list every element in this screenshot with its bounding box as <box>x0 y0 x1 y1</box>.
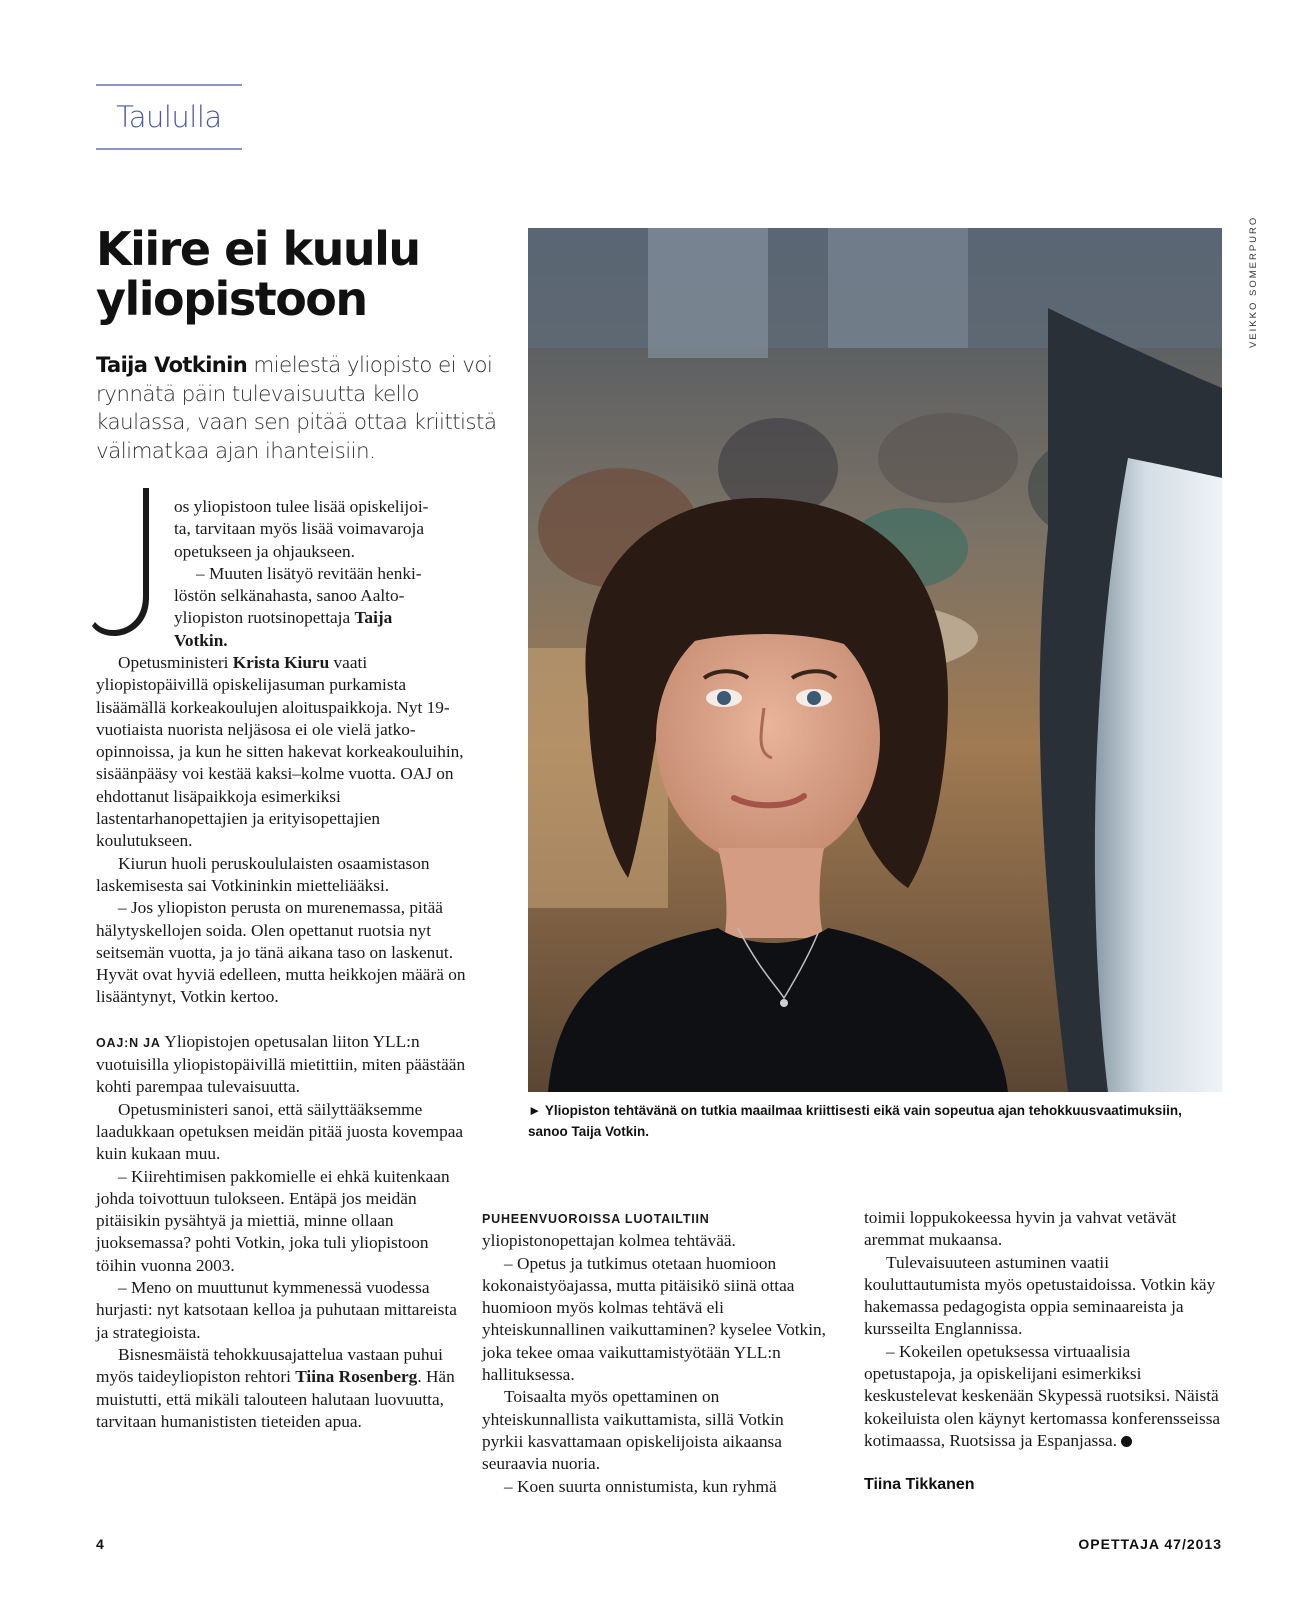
magazine-issue: OPETTAJA 47/2013 <box>1078 1536 1222 1552</box>
body-paragraph: – Kiirehtimisen pakkomielle ei ehkä kuitenkaan johda toivottuun tulokseen. Entäpä jos meidän pitäisikin pysähtyä ja miettiä, minne ollaan juoksemassa? pohti Votkin, joka tuli yliopistoon töihin vuonna 2003. <box>96 1166 450 1275</box>
author-signature: Tiina Tikkanen <box>864 1476 975 1493</box>
end-mark-icon <box>1121 1436 1132 1447</box>
body-text: Opetusministeri <box>118 653 233 672</box>
body-paragraph: Opetusministeri sanoi, että säilyttääksemme laadukkaan opetuksen meidän pitää juosta kovempaa kuin kukaan muu. <box>96 1099 464 1164</box>
body-text: yliopistonopettajan kolmea tehtävää. <box>482 1231 736 1251</box>
lead-name: Taija Votkinin <box>96 353 248 377</box>
person-name: Tiina Rosenberg <box>295 1367 418 1387</box>
body-paragraph: – Jos yliopiston perusta on murenemassa, pitää hälytyskellojen soida. Olen opettanut ruotsia nyt seitsemän vuotta, ja jo tänä aikana taso on laskenut. Hyvät ovat hyviä edelleen, mutta heikkojen määrä on lisääntynyt, Votkin kertoo. <box>96 898 466 1007</box>
article-column-1 <box>96 652 468 1433</box>
intro-line: os yliopistoon tulee lisää opiskelijoi- <box>174 497 429 516</box>
body-paragraph: Toisaalta myös opettaminen on yhteiskunnallista vaikuttamista, sillä Votkin pyrkii kasvattamaan opiskelijoista aikaansa seuraavia nuoria. <box>482 1387 784 1474</box>
section-tag <box>96 84 242 150</box>
body-paragraph: – Meno on muuttunut kymmenessä vuodessa hurjasti: nyt katsotaan kelloa ja puhutaan mittareista ja strategioista. <box>96 1278 457 1342</box>
lead-text: mielestä yliopisto ei voi rynnätä päin tulevaisuutta kello kaulassa, vaan sen pitää ottaa kriittistä välimatkaa ajan ihanteisiin. <box>96 353 497 464</box>
quote-line: – Muuten lisätyö revitään henki- <box>196 563 422 583</box>
body-text: Bisnesmäistä tehokkuusajattelua vastaan puhui myös taideyliopiston rehtori <box>96 1344 443 1387</box>
person-name: Votkin. <box>174 630 228 650</box>
photo-credit-text: VEIKKO SOMERPURO <box>1248 215 1259 348</box>
photo-illustration <box>528 228 1222 1092</box>
article-column-1-intro <box>174 496 464 652</box>
body-text: Yliopistojen opetusalan liiton YLL:n vuotuisilla yliopistopäivillä mietittiin, miten päästään kohti parempaa tulevaisuutta. <box>96 1031 466 1097</box>
section-label: Taululla <box>116 100 222 134</box>
body-paragraph <box>96 1344 468 1433</box>
quote-line <box>174 607 464 629</box>
body-paragraph <box>96 1031 468 1099</box>
body-text: . Hän muistutti, että mikäli talouteen halutaan luovuutta, tarvitaan humanististen tieteiden apua. <box>96 1367 455 1431</box>
body-paragraph: – Koen suurta onnistumista, kun ryhmä <box>504 1476 777 1496</box>
body-paragraph <box>482 1207 827 1253</box>
quote-line <box>174 630 464 652</box>
article-column-3 <box>864 1207 1224 1452</box>
article-column-2 <box>482 1207 827 1498</box>
photo-credit <box>1236 215 1259 348</box>
quote-line: löstön selkänahasta, sanoo Aalto- <box>174 586 405 606</box>
intro-line: opetukseen ja ohjaukseen. <box>174 541 355 561</box>
dropcap-letter-j <box>92 486 162 636</box>
section-opener: OAJ:N JA <box>96 1035 161 1050</box>
article-headline: Kiire ei kuulu yliopistoon <box>96 222 420 326</box>
page-number: 4 <box>96 1536 104 1552</box>
body-text: vaati yliopistopäivillä opiskelijasuman purkamista lisäämällä korkeakoulujen aloituspaikkoja. Nyt 19-vuotiaista nuorista neljäsosa ei ole vielä jatko-opinnoissa, ja kun he sitten hakevat korkeakouluihin, sisäänpääsy voi kestää kaksi–kolme vuotta. OAJ on ehdottanut lisäpaikkoja esimerkiksi lastentarhanopettajien ja erityisopettajien koulutukseen. <box>96 653 464 851</box>
body-paragraph <box>864 1341 1224 1452</box>
body-paragraph: Kiurun huoli peruskoululaisten osaamistason laskemisesta sai Votkininkin mietteliääksi. <box>96 853 430 895</box>
article-lead <box>96 351 516 466</box>
body-paragraph: toimii loppukokeessa hyvin ja vahvat vetävät aremmat mukaansa. <box>864 1208 1177 1250</box>
body-paragraph <box>96 652 468 853</box>
section-opener: PUHEENVUOROISSA LUOTAILTIIN <box>482 1212 710 1226</box>
photo-caption: ► Yliopiston tehtävänä on tutkia maailmaa kriittisesti eikä vain sopeutua ajan tehokkuusvaatimuksiin, sanoo Taija Votkin. <box>528 1103 1182 1139</box>
body-paragraph: – Opetus ja tutkimus otetaan huomioon kokonaistyöajassa, mutta pitäisikö siinä ottaa huomioon myös kolmas tehtävä eli yhteiskunnallinen vaikuttaminen? kyselee Votkin, joka tekee omaa vaikuttamistyötään YLL:n hallituksessa. <box>482 1253 826 1385</box>
person-name: Taija <box>354 608 393 628</box>
body-text: – Kokeilen opetuksessa virtuaalisia opetustapoja, ja opiskelijani esimerkiksi keskustelevat keskenään Skypessä ruotsiksi. Näistä kokeiluista olen käynyt kertomassa konferensseissa kotimaassa, Ruotsissa ja Espanjassa. <box>864 1341 1221 1450</box>
person-name: Krista Kiuru <box>232 653 330 672</box>
intro-line: ta, tarvitaan myös lisää voimavaroja <box>174 519 425 539</box>
article-photo <box>528 228 1222 1092</box>
quote-line-text: yliopiston ruotsinopettaja <box>174 608 355 628</box>
body-paragraph: Tulevaisuuteen astuminen vaatii kouluttautumista myös opetustaidoissa. Votkin käy hakemassa pedagogista oppia seminaareista ja kursseilta Englannissa. <box>864 1252 1216 1339</box>
